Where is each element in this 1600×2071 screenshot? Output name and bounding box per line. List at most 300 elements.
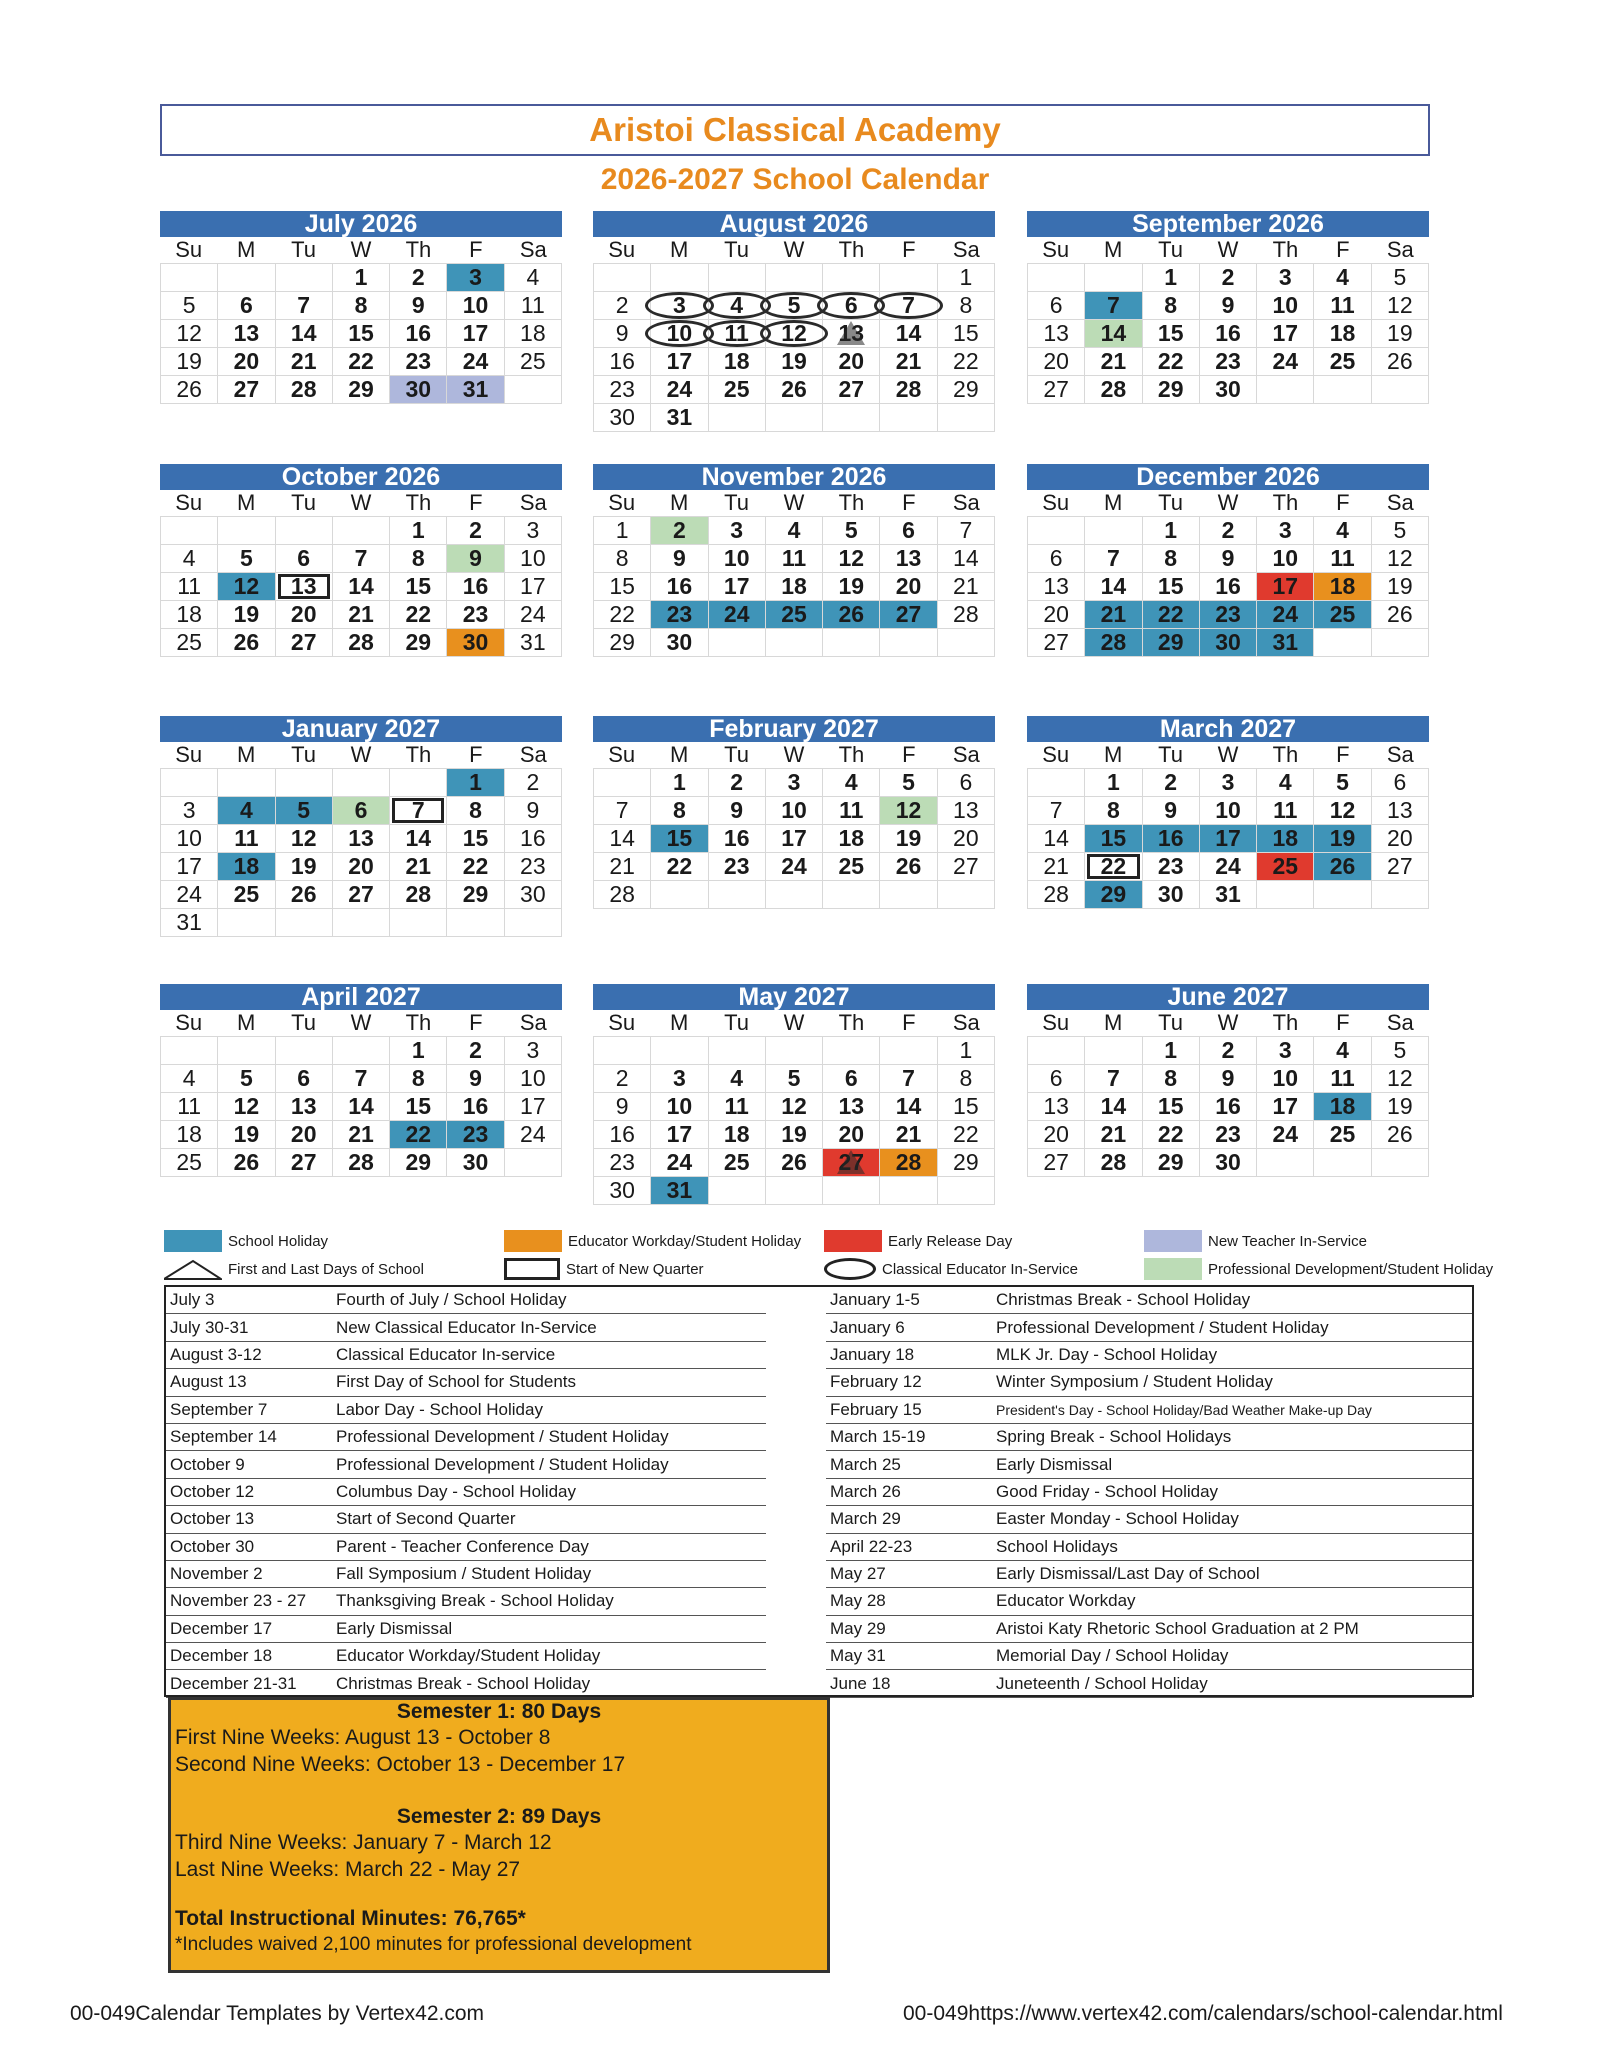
event-date: July 30-31	[170, 1317, 249, 1337]
weekday-name: Tu	[724, 237, 749, 262]
day-cell: 20	[938, 825, 995, 853]
weekday-name: Th	[1272, 237, 1299, 262]
day-cell: 26	[823, 601, 880, 629]
month-header: January 2027	[160, 716, 562, 742]
day-cell: 20	[276, 601, 333, 629]
empty-cell	[766, 881, 823, 909]
day-grid	[1027, 263, 1429, 404]
day-cell: 26	[276, 881, 333, 909]
day-cell: 24	[766, 853, 823, 881]
event-description: Early Dismissal	[336, 1618, 453, 1638]
day-cell: 7	[1085, 292, 1142, 320]
day-cell: 15	[390, 1093, 447, 1121]
month-calendar	[593, 464, 995, 657]
event-date: February 15	[830, 1399, 922, 1419]
empty-cell	[505, 1149, 562, 1177]
empty-cell	[1085, 264, 1142, 292]
day-cell: 15	[938, 1093, 995, 1121]
weekday-name: F	[1336, 1010, 1350, 1035]
day-cell: 11	[1314, 292, 1371, 320]
day-cell: 13	[880, 545, 937, 573]
legend-early-release: Early Release Day	[824, 1230, 1012, 1252]
month-header: November 2026	[593, 464, 995, 490]
day-cell: 25	[1257, 853, 1314, 881]
weekday-name: Th	[838, 742, 865, 767]
day-cell: 15	[447, 825, 504, 853]
empty-cell	[1372, 376, 1429, 404]
day-cell: 28	[1085, 629, 1142, 657]
weekday-name: Su	[1042, 742, 1070, 767]
empty-cell	[161, 769, 218, 797]
event-row	[166, 1506, 766, 1533]
event-description: Aristoi Katy Rhetoric School Graduation at 2 PM	[996, 1618, 1359, 1638]
day-cell: 2	[709, 769, 766, 797]
event-description: Professional Development / Student Holiday	[336, 1454, 669, 1474]
event-row	[826, 1588, 1472, 1615]
event-description: Fourth of July / School Holiday	[336, 1290, 567, 1310]
day-cell: 1	[594, 517, 651, 545]
day-cell: 12	[766, 1093, 823, 1121]
event-row	[826, 1342, 1472, 1369]
day-cell: 27	[1028, 1149, 1085, 1177]
day-cell: 16	[505, 825, 562, 853]
day-cell: 29	[1085, 881, 1142, 909]
day-cell: 10	[505, 545, 562, 573]
empty-cell	[880, 629, 937, 657]
day-cell: 24	[447, 348, 504, 376]
day-cell: 6	[333, 797, 390, 825]
day-cell: 21	[594, 853, 651, 881]
event-row	[166, 1534, 766, 1561]
event-row	[826, 1424, 1472, 1451]
month-calendar	[160, 464, 562, 657]
empty-cell	[1314, 376, 1371, 404]
day-cell: 10	[1257, 1065, 1314, 1093]
empty-cell	[651, 881, 708, 909]
day-cell: 28	[594, 881, 651, 909]
empty-cell	[709, 1037, 766, 1065]
day-cell: 15	[938, 320, 995, 348]
educator-workday-swatch	[504, 1230, 562, 1252]
new-teacher-swatch	[1144, 1230, 1202, 1252]
event-description: Columbus Day - School Holiday	[336, 1481, 576, 1501]
event-row	[166, 1314, 766, 1341]
empty-cell	[1085, 517, 1142, 545]
event-date: November 23 - 27	[170, 1591, 307, 1611]
events-right-column	[826, 1287, 1472, 1698]
day-cell: 20	[276, 1121, 333, 1149]
day-cell: 24	[709, 601, 766, 629]
month-calendar	[593, 716, 995, 909]
empty-cell	[1028, 264, 1085, 292]
month-header: February 2027	[593, 716, 995, 742]
day-cell: 15	[1085, 825, 1142, 853]
day-cell: 18	[823, 825, 880, 853]
weekday-name: Sa	[952, 237, 980, 262]
day-cell: 23	[594, 376, 651, 404]
day-cell: 13	[1028, 320, 1085, 348]
day-cell: 24	[1257, 348, 1314, 376]
day-cell: 1	[333, 264, 390, 292]
weekday-name: W	[1217, 1010, 1239, 1035]
empty-cell	[1372, 881, 1429, 909]
day-cell: 26	[1314, 853, 1371, 881]
day-cell: 28	[390, 881, 447, 909]
day-cell: 24	[505, 1121, 562, 1149]
day-cell: 14	[1085, 320, 1142, 348]
weekday-name: Th	[1272, 742, 1299, 767]
empty-cell	[938, 404, 995, 432]
day-cell: 15	[651, 825, 708, 853]
day-cell: 29	[333, 376, 390, 404]
weekday-name: F	[1336, 237, 1350, 262]
empty-cell	[505, 909, 562, 937]
day-cell: 3	[1257, 264, 1314, 292]
day-cell: 11	[709, 1093, 766, 1121]
day-cell: 5	[766, 292, 823, 320]
weekday-names	[160, 490, 562, 516]
day-cell: 8	[938, 1065, 995, 1093]
day-cell: 19	[218, 601, 275, 629]
day-cell: 1	[390, 1037, 447, 1065]
empty-cell	[161, 1037, 218, 1065]
empty-cell	[880, 881, 937, 909]
day-cell: 7	[1028, 797, 1085, 825]
day-cell: 1	[1143, 1037, 1200, 1065]
day-cell: 23	[447, 601, 504, 629]
day-cell: 25	[505, 348, 562, 376]
day-cell: 13	[276, 573, 333, 601]
event-row	[166, 1424, 766, 1451]
weekday-name: M	[236, 742, 256, 767]
day-cell: 9	[1200, 1065, 1257, 1093]
day-cell: 19	[276, 853, 333, 881]
empty-cell	[1028, 517, 1085, 545]
day-cell: 8	[1085, 797, 1142, 825]
event-description: Labor Day - School Holiday	[336, 1399, 543, 1419]
day-cell: 7	[1085, 545, 1142, 573]
day-cell: 28	[333, 629, 390, 657]
event-description: Christmas Break - School Holiday	[336, 1673, 591, 1693]
weekday-name: M	[669, 237, 689, 262]
weekday-names	[593, 742, 995, 768]
day-cell: 9	[1200, 545, 1257, 573]
day-cell: 12	[161, 320, 218, 348]
day-cell: 12	[218, 573, 275, 601]
day-cell: 7	[594, 797, 651, 825]
event-description: Easter Monday - School Holiday	[996, 1509, 1239, 1529]
event-row	[166, 1643, 766, 1670]
event-description: Thanksgiving Break - School Holiday	[336, 1591, 614, 1611]
day-cell: 29	[938, 376, 995, 404]
weekday-name: F	[902, 490, 916, 515]
event-date: May 31	[830, 1646, 886, 1666]
empty-cell	[823, 1177, 880, 1205]
day-cell: 27	[823, 1149, 880, 1177]
weekday-name: Th	[1272, 1010, 1299, 1035]
day-cell: 8	[938, 292, 995, 320]
weekday-name: M	[669, 490, 689, 515]
event-row	[826, 1534, 1472, 1561]
day-cell: 22	[390, 1121, 447, 1149]
event-date: October 12	[170, 1481, 255, 1501]
day-cell: 17	[447, 320, 504, 348]
day-cell: 6	[1372, 769, 1429, 797]
day-cell: 3	[1200, 769, 1257, 797]
day-cell: 12	[1314, 797, 1371, 825]
day-cell: 25	[1314, 601, 1371, 629]
day-cell: 20	[1028, 348, 1085, 376]
weekday-name: Sa	[519, 237, 547, 262]
day-cell: 27	[333, 881, 390, 909]
empty-cell	[823, 629, 880, 657]
empty-cell	[276, 517, 333, 545]
event-description: Educator Workday	[996, 1591, 1136, 1611]
day-cell: 5	[218, 545, 275, 573]
day-cell: 26	[880, 853, 937, 881]
day-cell: 23	[1200, 601, 1257, 629]
day-grid	[593, 768, 995, 909]
weekday-name: Tu	[1158, 490, 1183, 515]
day-cell: 19	[823, 573, 880, 601]
weekday-name: W	[783, 742, 805, 767]
event-date: October 13	[170, 1509, 255, 1529]
day-cell: 30	[594, 404, 651, 432]
day-cell: 31	[505, 629, 562, 657]
day-cell: 4	[1257, 769, 1314, 797]
weekday-names	[1027, 490, 1429, 516]
event-description: Classical Educator In-service	[336, 1344, 556, 1364]
day-cell: 12	[880, 797, 937, 825]
day-cell: 2	[594, 1065, 651, 1093]
event-row	[166, 1561, 766, 1588]
day-cell: 20	[880, 573, 937, 601]
day-cell: 19	[766, 348, 823, 376]
weekday-name: M	[1103, 742, 1123, 767]
day-cell: 17	[505, 573, 562, 601]
day-cell: 30	[1200, 376, 1257, 404]
day-cell: 2	[390, 264, 447, 292]
day-cell: 7	[390, 797, 447, 825]
day-cell: 14	[1085, 573, 1142, 601]
day-cell: 20	[823, 1121, 880, 1149]
day-cell: 10	[651, 320, 708, 348]
weekday-name: Su	[1042, 237, 1070, 262]
weekday-name: Tu	[291, 490, 316, 515]
footer-right: 00-049https://www.vertex42.com/calendars/school-calendar.html	[903, 2002, 1503, 2025]
day-cell: 20	[823, 348, 880, 376]
weekday-name: Tu	[291, 742, 316, 767]
day-cell: 17	[161, 853, 218, 881]
day-cell: 26	[218, 629, 275, 657]
day-cell: 16	[651, 573, 708, 601]
month-header: March 2027	[1027, 716, 1429, 742]
day-cell: 2	[594, 292, 651, 320]
day-cell: 4	[218, 797, 275, 825]
weekday-name: Sa	[1386, 1010, 1414, 1035]
day-cell: 4	[1314, 1037, 1371, 1065]
empty-cell	[1257, 1149, 1314, 1177]
event-date: March 29	[830, 1509, 901, 1529]
empty-cell	[938, 629, 995, 657]
day-cell: 7	[938, 517, 995, 545]
weekday-name: Su	[608, 742, 636, 767]
total-minutes: Total Instructional Minutes: 76,765*	[175, 1907, 526, 1930]
day-cell: 8	[1143, 292, 1200, 320]
day-cell: 25	[218, 881, 275, 909]
day-cell: 20	[333, 853, 390, 881]
day-cell: 26	[1372, 348, 1429, 376]
day-cell: 3	[505, 517, 562, 545]
day-cell: 9	[1200, 292, 1257, 320]
day-cell: 8	[1143, 545, 1200, 573]
empty-cell	[1314, 1149, 1371, 1177]
day-cell: 26	[218, 1149, 275, 1177]
day-cell: 16	[1200, 320, 1257, 348]
weekday-name: M	[236, 237, 256, 262]
weekday-name: W	[350, 1010, 372, 1035]
weekday-name: W	[1217, 742, 1239, 767]
day-cell: 21	[880, 348, 937, 376]
day-cell: 19	[1372, 1093, 1429, 1121]
event-description: Winter Symposium / Student Holiday	[996, 1372, 1273, 1392]
day-cell: 3	[1257, 1037, 1314, 1065]
empty-cell	[880, 404, 937, 432]
day-cell: 7	[1085, 1065, 1142, 1093]
weekday-name: Tu	[291, 237, 316, 262]
second-nine-weeks: Second Nine Weeks: October 13 - December 17	[175, 1753, 626, 1776]
event-description: New Classical Educator In-Service	[336, 1317, 597, 1337]
day-cell: 5	[766, 1065, 823, 1093]
day-cell: 19	[1314, 825, 1371, 853]
day-cell: 1	[651, 769, 708, 797]
day-cell: 18	[709, 1121, 766, 1149]
day-cell: 25	[161, 1149, 218, 1177]
empty-cell	[276, 1037, 333, 1065]
weekday-name: W	[783, 1010, 805, 1035]
legend-new-teacher: New Teacher In-Service	[1144, 1230, 1367, 1252]
day-cell: 30	[447, 629, 504, 657]
day-cell: 20	[218, 348, 275, 376]
weekday-names	[160, 237, 562, 263]
day-cell: 11	[1257, 797, 1314, 825]
empty-cell	[1314, 629, 1371, 657]
day-cell: 13	[938, 797, 995, 825]
event-row	[166, 1588, 766, 1615]
month-calendar	[1027, 716, 1429, 909]
empty-cell	[880, 1177, 937, 1205]
day-cell: 31	[1200, 881, 1257, 909]
day-cell: 1	[938, 1037, 995, 1065]
event-date: September 7	[170, 1399, 268, 1419]
day-cell: 2	[1200, 517, 1257, 545]
empty-cell	[594, 769, 651, 797]
day-cell: 7	[333, 545, 390, 573]
weekday-name: Tu	[724, 1010, 749, 1035]
day-cell: 10	[1257, 292, 1314, 320]
day-cell: 10	[161, 825, 218, 853]
day-cell: 26	[161, 376, 218, 404]
event-row	[166, 1369, 766, 1396]
day-cell: 22	[594, 601, 651, 629]
weekday-name: M	[1103, 237, 1123, 262]
day-cell: 7	[880, 292, 937, 320]
day-cell: 14	[390, 825, 447, 853]
event-row	[166, 1479, 766, 1506]
day-cell: 4	[505, 264, 562, 292]
event-description: Early Dismissal	[996, 1454, 1113, 1474]
day-cell: 25	[823, 853, 880, 881]
empty-cell	[766, 629, 823, 657]
empty-cell	[651, 1037, 708, 1065]
day-cell: 10	[1257, 545, 1314, 573]
day-cell: 19	[161, 348, 218, 376]
event-row	[166, 1342, 766, 1369]
day-cell: 17	[651, 1121, 708, 1149]
weekday-names	[593, 490, 995, 516]
day-cell: 6	[276, 1065, 333, 1093]
day-cell: 5	[1372, 1037, 1429, 1065]
weekday-names	[1027, 1010, 1429, 1036]
day-cell: 7	[276, 292, 333, 320]
weekday-name: F	[469, 237, 483, 262]
weekday-name: F	[1336, 490, 1350, 515]
day-cell: 26	[1372, 1121, 1429, 1149]
legend-educator-workday: Educator Workday/Student Holiday	[504, 1230, 801, 1252]
day-cell: 16	[594, 1121, 651, 1149]
event-date: October 9	[170, 1454, 245, 1474]
day-cell: 18	[766, 573, 823, 601]
day-cell: 24	[1257, 601, 1314, 629]
weekday-name: W	[350, 742, 372, 767]
weekday-name: F	[469, 490, 483, 515]
legend-first-last-days: First and Last Days of School	[164, 1258, 424, 1280]
day-cell: 22	[938, 1121, 995, 1149]
triangle-icon	[164, 1258, 222, 1280]
event-date: May 27	[830, 1564, 886, 1584]
day-cell: 24	[505, 601, 562, 629]
weekday-name: M	[669, 1010, 689, 1035]
empty-cell	[766, 1037, 823, 1065]
day-cell: 13	[1028, 573, 1085, 601]
event-row	[826, 1369, 1472, 1396]
weekday-name: W	[783, 490, 805, 515]
day-cell: 17	[651, 348, 708, 376]
event-row	[826, 1670, 1472, 1697]
day-cell: 22	[1143, 601, 1200, 629]
day-cell: 24	[1200, 853, 1257, 881]
day-cell: 19	[880, 825, 937, 853]
day-cell: 6	[1028, 1065, 1085, 1093]
legend-school-holiday: School Holiday	[164, 1230, 328, 1252]
day-cell: 18	[1314, 573, 1371, 601]
weekday-name: Th	[838, 237, 865, 262]
weekday-name: Th	[405, 1010, 432, 1035]
weekday-name: M	[236, 1010, 256, 1035]
day-cell: 25	[709, 1149, 766, 1177]
day-cell: 23	[594, 1149, 651, 1177]
day-cell: 2	[651, 517, 708, 545]
weekday-name: Su	[175, 1010, 203, 1035]
day-cell: 1	[447, 769, 504, 797]
empty-cell	[218, 769, 275, 797]
weekday-name: Sa	[1386, 742, 1414, 767]
day-cell: 26	[1372, 601, 1429, 629]
day-cell: 2	[1200, 1037, 1257, 1065]
day-cell: 31	[651, 1177, 708, 1205]
empty-cell	[1028, 1037, 1085, 1065]
day-grid	[160, 263, 562, 404]
